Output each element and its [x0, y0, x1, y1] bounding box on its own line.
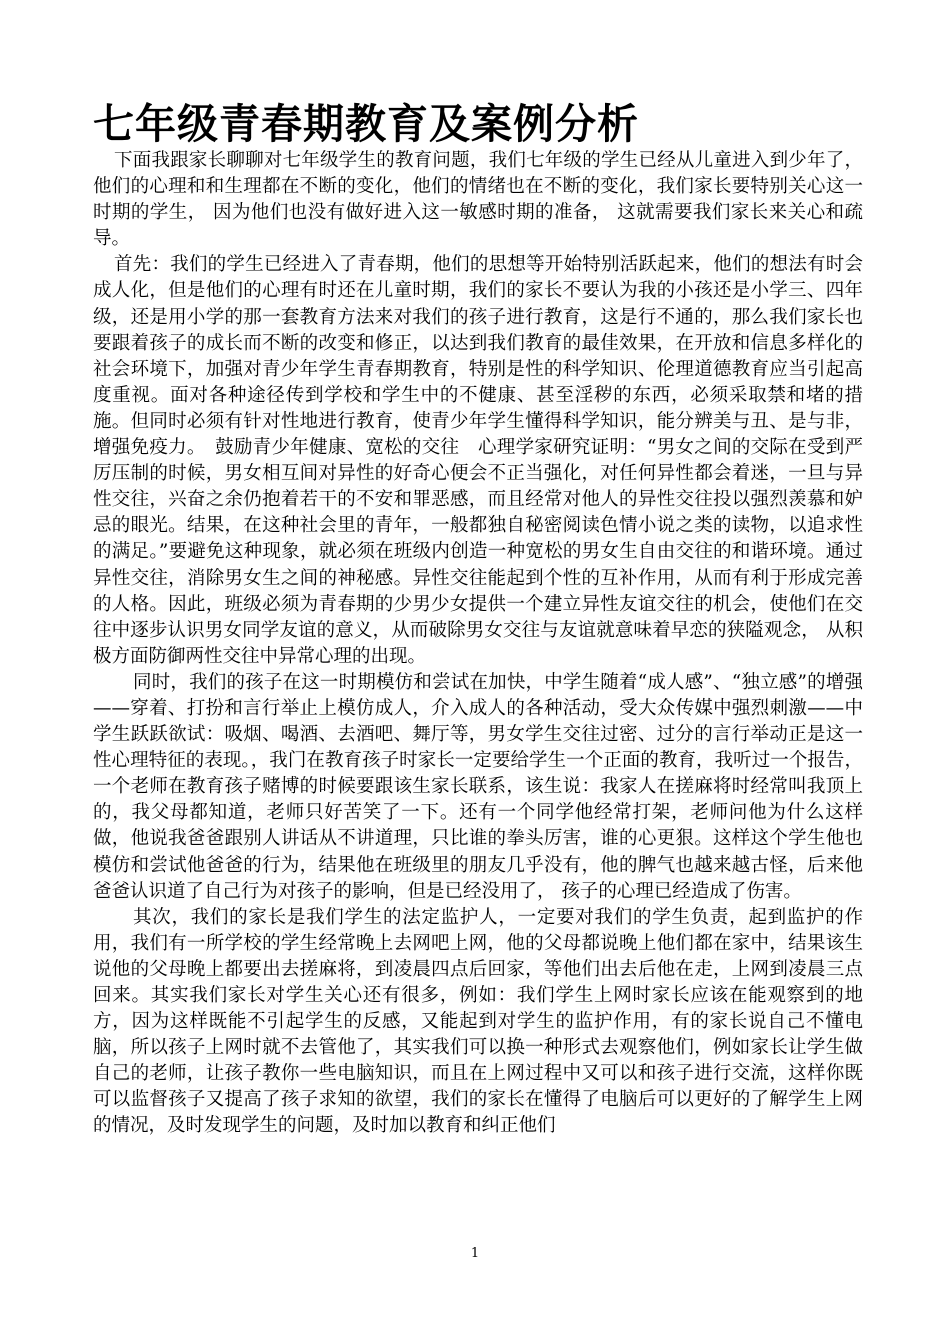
page-number: 1 [470, 1246, 480, 1261]
paragraph-second-point: 其次，我们的家长是我们学生的法定监护人，一定要对我们的学生负责，起到监护的作用，我们有一所学校的学生经常晚上去网吧上网，他的父母都说晚上他们都在家中，结果该生说他的父母晚上都要出去搓麻将，到凌晨四点后回家，等他们出去后他在走，上网到凌晨三点回来。其实我们家长对学生关心还有很多，例如：我们学生上网时家长应该在能观察到的地方，因为这样既能不引起学生的反感，又能起到对学生的监护作用，有的家长说自己不懂电脑，所以孩子上网时就不去管他了，其实我们可以换一种形式去观察他们，例如家长让学生做自己的老师，让孩子教你一些电脑知识，而且在上网过程中又可以和孩子进行交流，这样你既可以监督孩子又提高了孩子求知的欲望，我们的家长在懂得了电脑后可以更好的了解学生上网的情况，及时发现学生的问题，及时加以教育和纠正他们 [93, 906, 863, 1137]
paragraph-imitation: 同时，我们的孩子在这一时期模仿和尝试在加快，中学生随着“成人感”、“独立感”的增强——穿着、打扮和言行举止上模仿成人，介入成人的各种活动，受大众传媒中强烈刺激——中学生跃跃欲试：吸烟、喝酒、去酒吧、舞厅等，男女学生交往过密、过分的言行举动正是这一性心理特征的表现。，我门在教育孩子时家长一定要给学生一个正面的教育，我听过一个报告，一个老师在教育孩子赌博的时候要跟该生家长联系，该生说：我家人在搓麻将时经常叫我顶上的，我父母都知道，老师只好苦笑了一下。还有一个同学他经常打架，老师问他为什么这样做，他说我爸爸跟别人讲话从不讲道理，只比谁的拳头厉害，谁的心更狠。这样这个学生他也模仿和尝试他爸爸的行为，结果他在班级里的朋友几乎没有，他的脾气也越来越古怪，后来他爸爸认识道了自己行为对孩子的影响，但是已经没用了， 孩子的心理已经造成了伤害。 [93, 671, 863, 902]
paragraph-first-point: 首先：我们的学生已经进入了青春期，他们的思想等开始特别活跃起来，他们的想法有时会成人化，但是他们的心理有时还在儿童时期，我们的家长不要认为我的小孩还是小学三、四年级，还是用小学的那一套教育方法来对我们的孩子进行教育，这是行不通的，那么我们家长也要跟着孩子的成长而不断的改变和修正，以达到我们教育的最佳效果，在开放和信息多样化的社会环境下，加强对青少年学生青春期教育，特别是性的科学知识、伦理道德教育应当引起高度重视。面对各种途径传到学校和学生中的不健康、甚至淫秽的东西，必须采取禁和堵的措施。但同时必须有针对性地进行教育，使青少年学生懂得科学知识，能分辨美与丑、是与非，增强免疫力。 鼓励青少年健康、宽松的交往 心理学家研究证明：“男女之间的交际在受到严厉压制的时候，男女相互间对异性的好奇心便会不正当强化，对任何异性都会着迷，一旦与异性交往，兴奋之余仍抱着若干的不安和罪恶感，而且经常对他人的异性交往投以强烈羡慕和妒忌的眼光。结果，在这种社会里的青年，一般都独自秘密阅读色情小说之类的读物，以追求性的满足。”要避免这种现象，就必须在班级内创造一种宽松的男女生自由交往的和谐环境。通过异性交往，消除男女生之间的神秘感。异性交往能起到个性的互补作用，从而有利于形成完善的人格。因此，班级必须为青春期的少男少女提供一个建立异性友谊交往的机会，使他们在交往中逐步认识男女同学友谊的意义，从而破除男女交往与友谊就意味着早恋的狭隘观念， 从积极方面防御两性交往中异常心理的出现。 [93, 254, 863, 667]
document-body [93, 148, 863, 1140]
document-title: 七年级青春期教育及案例分析 [93, 100, 639, 148]
paragraph-intro: 下面我跟家长聊聊对七年级学生的教育问题，我们七年级的学生已经从儿童进入到少年了，他们的心理和和生理都在不断的变化，他们的情绪也在不断的变化，我们家长要特别关心这一时期的学生， 因为他们也没有做好进入这一敏感时期的准备， 这就需要我们家长来关心和疏导。 [93, 150, 863, 250]
